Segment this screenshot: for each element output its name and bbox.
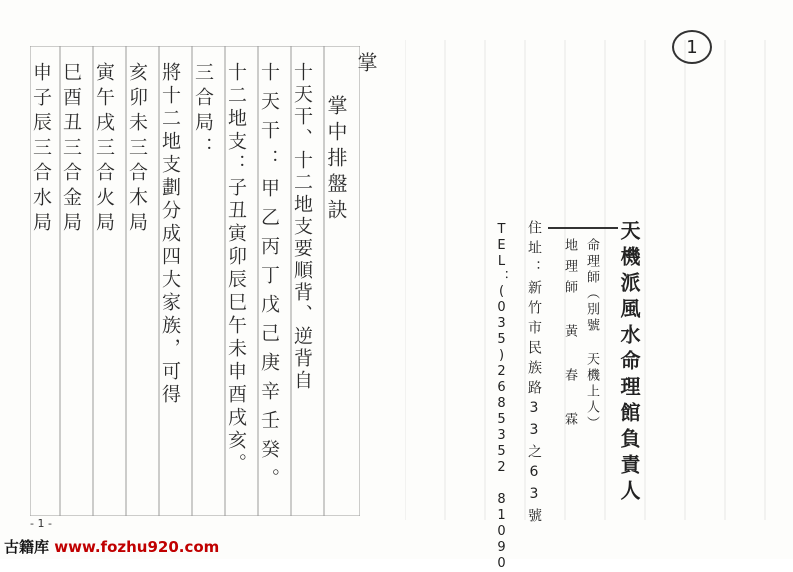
handwritten-column-10: 申子辰三合水局 xyxy=(30,62,52,237)
handwritten-column-6: 將十二地支劃分成四大家族，可得 xyxy=(159,62,181,407)
stamp-address: 住址：新竹市民族路33之63號 xyxy=(526,220,542,528)
stamp-role-line2: 地理師 黃 春 霖 xyxy=(562,238,577,433)
page-circle-number: 1 xyxy=(672,30,712,64)
handwritten-column-3: 十天干：甲乙丙丁戊己庚辛壬癸。 xyxy=(258,62,280,497)
handwritten-column-2: 十天干、十二地支要順背、逆背自 xyxy=(291,62,313,392)
page-number: - 1 - xyxy=(30,517,52,530)
section-heading: 掌 xyxy=(354,52,378,78)
stamp-title: 天機派風水命理館負責人 xyxy=(617,220,641,506)
handwritten-column-4: 十二地支：子丑寅卯辰巳午未申酉戌亥。 xyxy=(225,62,247,476)
watermark-url: www.fozhu920.com xyxy=(54,538,220,556)
stamp-role-line1: 命理師（別號 天機上人） xyxy=(584,238,599,432)
stamp-tel: TEL：(035)2685352 81090 xyxy=(494,222,509,572)
handwritten-column-5: 三合局： xyxy=(192,62,214,162)
handwritten-column-7: 亥卯未三合木局 xyxy=(126,62,148,237)
handwritten-column-8: 寅午戌三合火局 xyxy=(93,62,115,237)
watermark-site-name: 古籍库 xyxy=(4,538,50,556)
stamp-rule xyxy=(548,222,618,234)
site-watermark xyxy=(0,536,793,559)
handwritten-column-1: 掌中排盤訣 xyxy=(324,95,348,225)
handwritten-column-9: 巳酉丑三合金局 xyxy=(60,62,82,237)
